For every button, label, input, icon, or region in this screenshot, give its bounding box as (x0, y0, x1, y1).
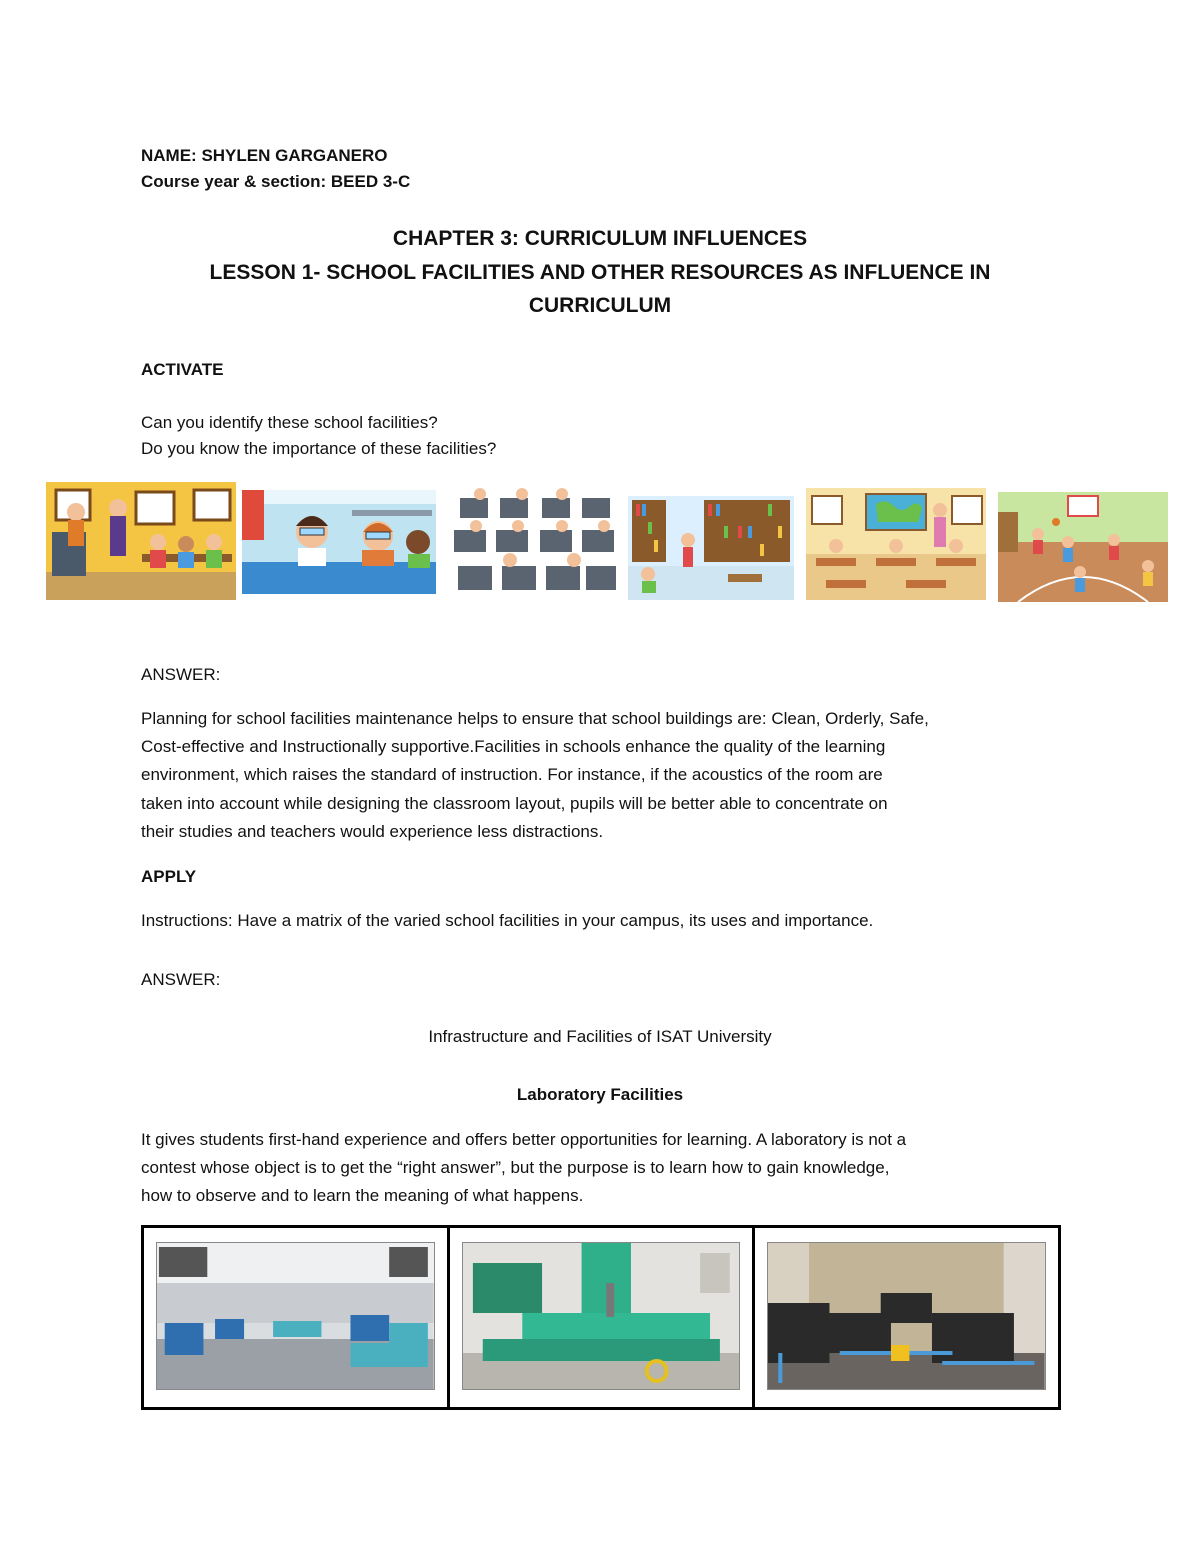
photo-cell-2 (447, 1228, 753, 1407)
lesson-title-line1: LESSON 1- SCHOOL FACILITIES AND OTHER RESOURCES AS INFLUENCE IN (209, 261, 991, 284)
photo-cell-3 (752, 1228, 1058, 1407)
library-illustration (628, 496, 794, 600)
milling-machine-photo (462, 1242, 741, 1390)
laboratory-paragraph (141, 1126, 1061, 1211)
laboratory-line: It gives students first-hand experience and offers better opportunities for learning. A laboratory is not a (141, 1130, 907, 1149)
automotive-lab-photo (767, 1242, 1046, 1390)
activate-question-1: Can you identify these school facilities? (141, 413, 438, 432)
answer-line: Planning for school facilities maintenance helps to ensure that school buildings are: Clean, Orderly, Safe, (141, 709, 929, 728)
lesson-title-line2: CURRICULUM (528, 294, 672, 317)
apply-instructions: Instructions: Have a matrix of the varied school facilities in your campus, its uses and importance. (141, 911, 874, 930)
answer-line: environment, which raises the standard of instruction. For instance, if the acoustics of the room are (141, 765, 883, 785)
chapter-title: CHAPTER 3: CURRICULUM INFLUENCES (392, 227, 808, 250)
computer-room-illustration (450, 486, 620, 596)
answer-line: Cost-effective and Instructionally supportive.Facilities in schools enhance the quality of the learning (141, 737, 886, 757)
laboratory-photo-table (141, 1225, 1061, 1410)
facilities-illustration-strip (0, 482, 1200, 606)
gymnasium-illustration (998, 492, 1168, 602)
course-section: Course year & section: BEED 3-C (141, 172, 411, 191)
photo-cell-1 (144, 1228, 447, 1407)
laboratory-heading: Laboratory Facilities (516, 1085, 684, 1104)
answer-line: taken into account while designing the classroom layout, pupils will be better able to concentrate on (141, 793, 888, 813)
apply-heading: APPLY (141, 867, 197, 886)
infrastructure-subtitle: Infrastructure and Facilities of ISAT University (428, 1027, 772, 1046)
laboratory-line: contest whose object is to get the “right answer”, but the purpose is to learn how to gain knowledge, (141, 1158, 890, 1178)
activate-heading: ACTIVATE (141, 360, 224, 379)
laboratory-line: how to observe and to learn the meaning of what happens. (141, 1186, 584, 1206)
answer-label-2: ANSWER: (141, 970, 221, 989)
answer-line: their studies and teachers would experience less distractions. (141, 821, 604, 841)
student-name: NAME: SHYLEN GARGANERO (141, 146, 388, 165)
cafeteria-illustration (46, 482, 236, 600)
science-laboratory-illustration (242, 490, 436, 594)
activate-question-2: Do you know the importance of these facilities? (141, 439, 497, 458)
workshop-lab-photo (156, 1242, 435, 1390)
classroom-illustration (806, 488, 986, 600)
answer-paragraph-1 (141, 705, 1061, 846)
answer-label-1: ANSWER: (141, 665, 221, 684)
